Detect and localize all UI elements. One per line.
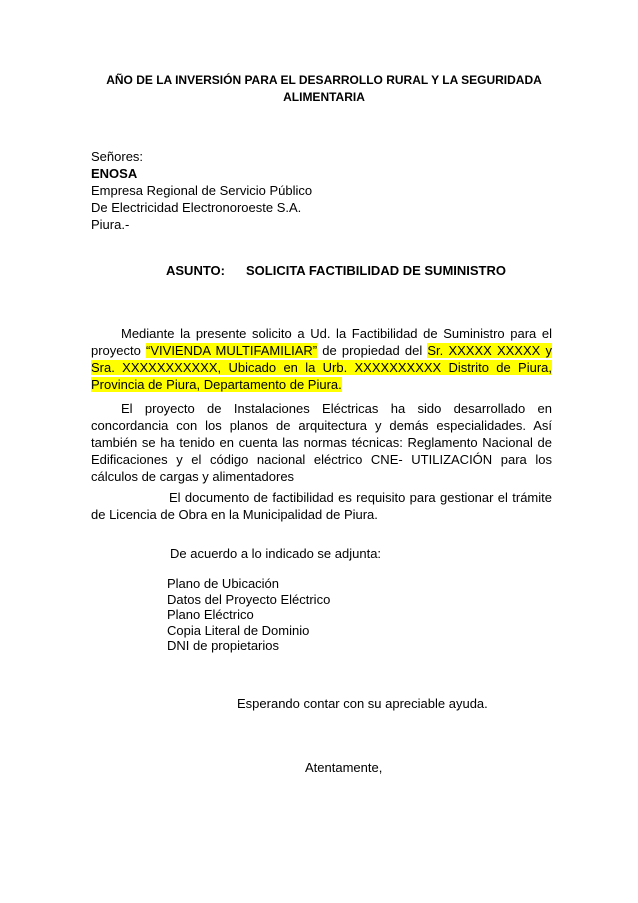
signoff-text: Atentamente, [305,760,383,775]
document-title [100,72,548,106]
project-name-highlight: “VIVIENDA MULTIFAMILIAR” [146,343,318,358]
addressee-block [91,148,312,233]
subject-text: SOLICITA FACTIBILIDAD DE SUMINISTRO [246,263,506,278]
attachment-item: Datos del Proyecto Eléctrico [167,591,331,607]
paragraph-project-text: El proyecto de Instalaciones Eléctricas ha sido desarrollado en concordancia con los planos de arquitectura y demás especialidades. Así también se ha tenido en cuenta las normas técnicas: Reglamento Nacional de Edificaciones y el código nacional eléctrico CNE- UTILIZACIÓN para los cálculos de cargas y alimentadores [91,401,552,484]
title-line-2: ALIMENTARIA [283,90,365,104]
recipient-city: Piura.- [91,217,130,232]
paragraph-purpose [91,489,552,523]
recipient-line-1: Empresa Regional de Servicio Público [91,183,313,198]
attachments-intro: De acuerdo a lo indicado se adjunta: [170,546,382,561]
paragraph-project [91,400,552,485]
paragraph-request-text-a: Mediante la presente solicito a Ud. la Factibilidad de Suministro para el proyecto [91,326,552,358]
attachment-item: Plano Eléctrico [167,607,254,622]
subject-label: ASUNTO: [166,263,225,278]
attachment-item: Copia Literal de Dominio [167,622,310,638]
paragraph-purpose-text: El documento de factibilidad es requisito para gestionar el trámite de Licencia de Obra en la Municipalidad de Piura. [91,490,552,522]
attachments-list [167,576,330,654]
attachment-item: Plano de Ubicación [167,576,280,591]
title-line-1: AÑO DE LA INVERSIÓN PARA EL DESARROLLO RURAL Y LA SEGURIDADA [106,73,542,87]
salutation: Señores: [91,149,144,164]
attachment-item: DNI de propietarios [167,638,279,653]
paragraph-request-text-b: de propiedad del [317,343,428,358]
recipient-line-2: De Electricidad Electronoroeste S.A. [91,200,302,215]
recipient-name: ENOSA [91,166,138,181]
owner-location-highlight: Sr. XXXXX XXXXX y Sra. XXXXXXXXXXX, Ubicado en la Urb. XXXXXXXXXX Distrito de Piura, Provincia de Piura, Departamento de Piura. [91,343,552,392]
paragraph-request [91,325,552,393]
closing-text: Esperando contar con su apreciable ayuda. [237,696,488,711]
